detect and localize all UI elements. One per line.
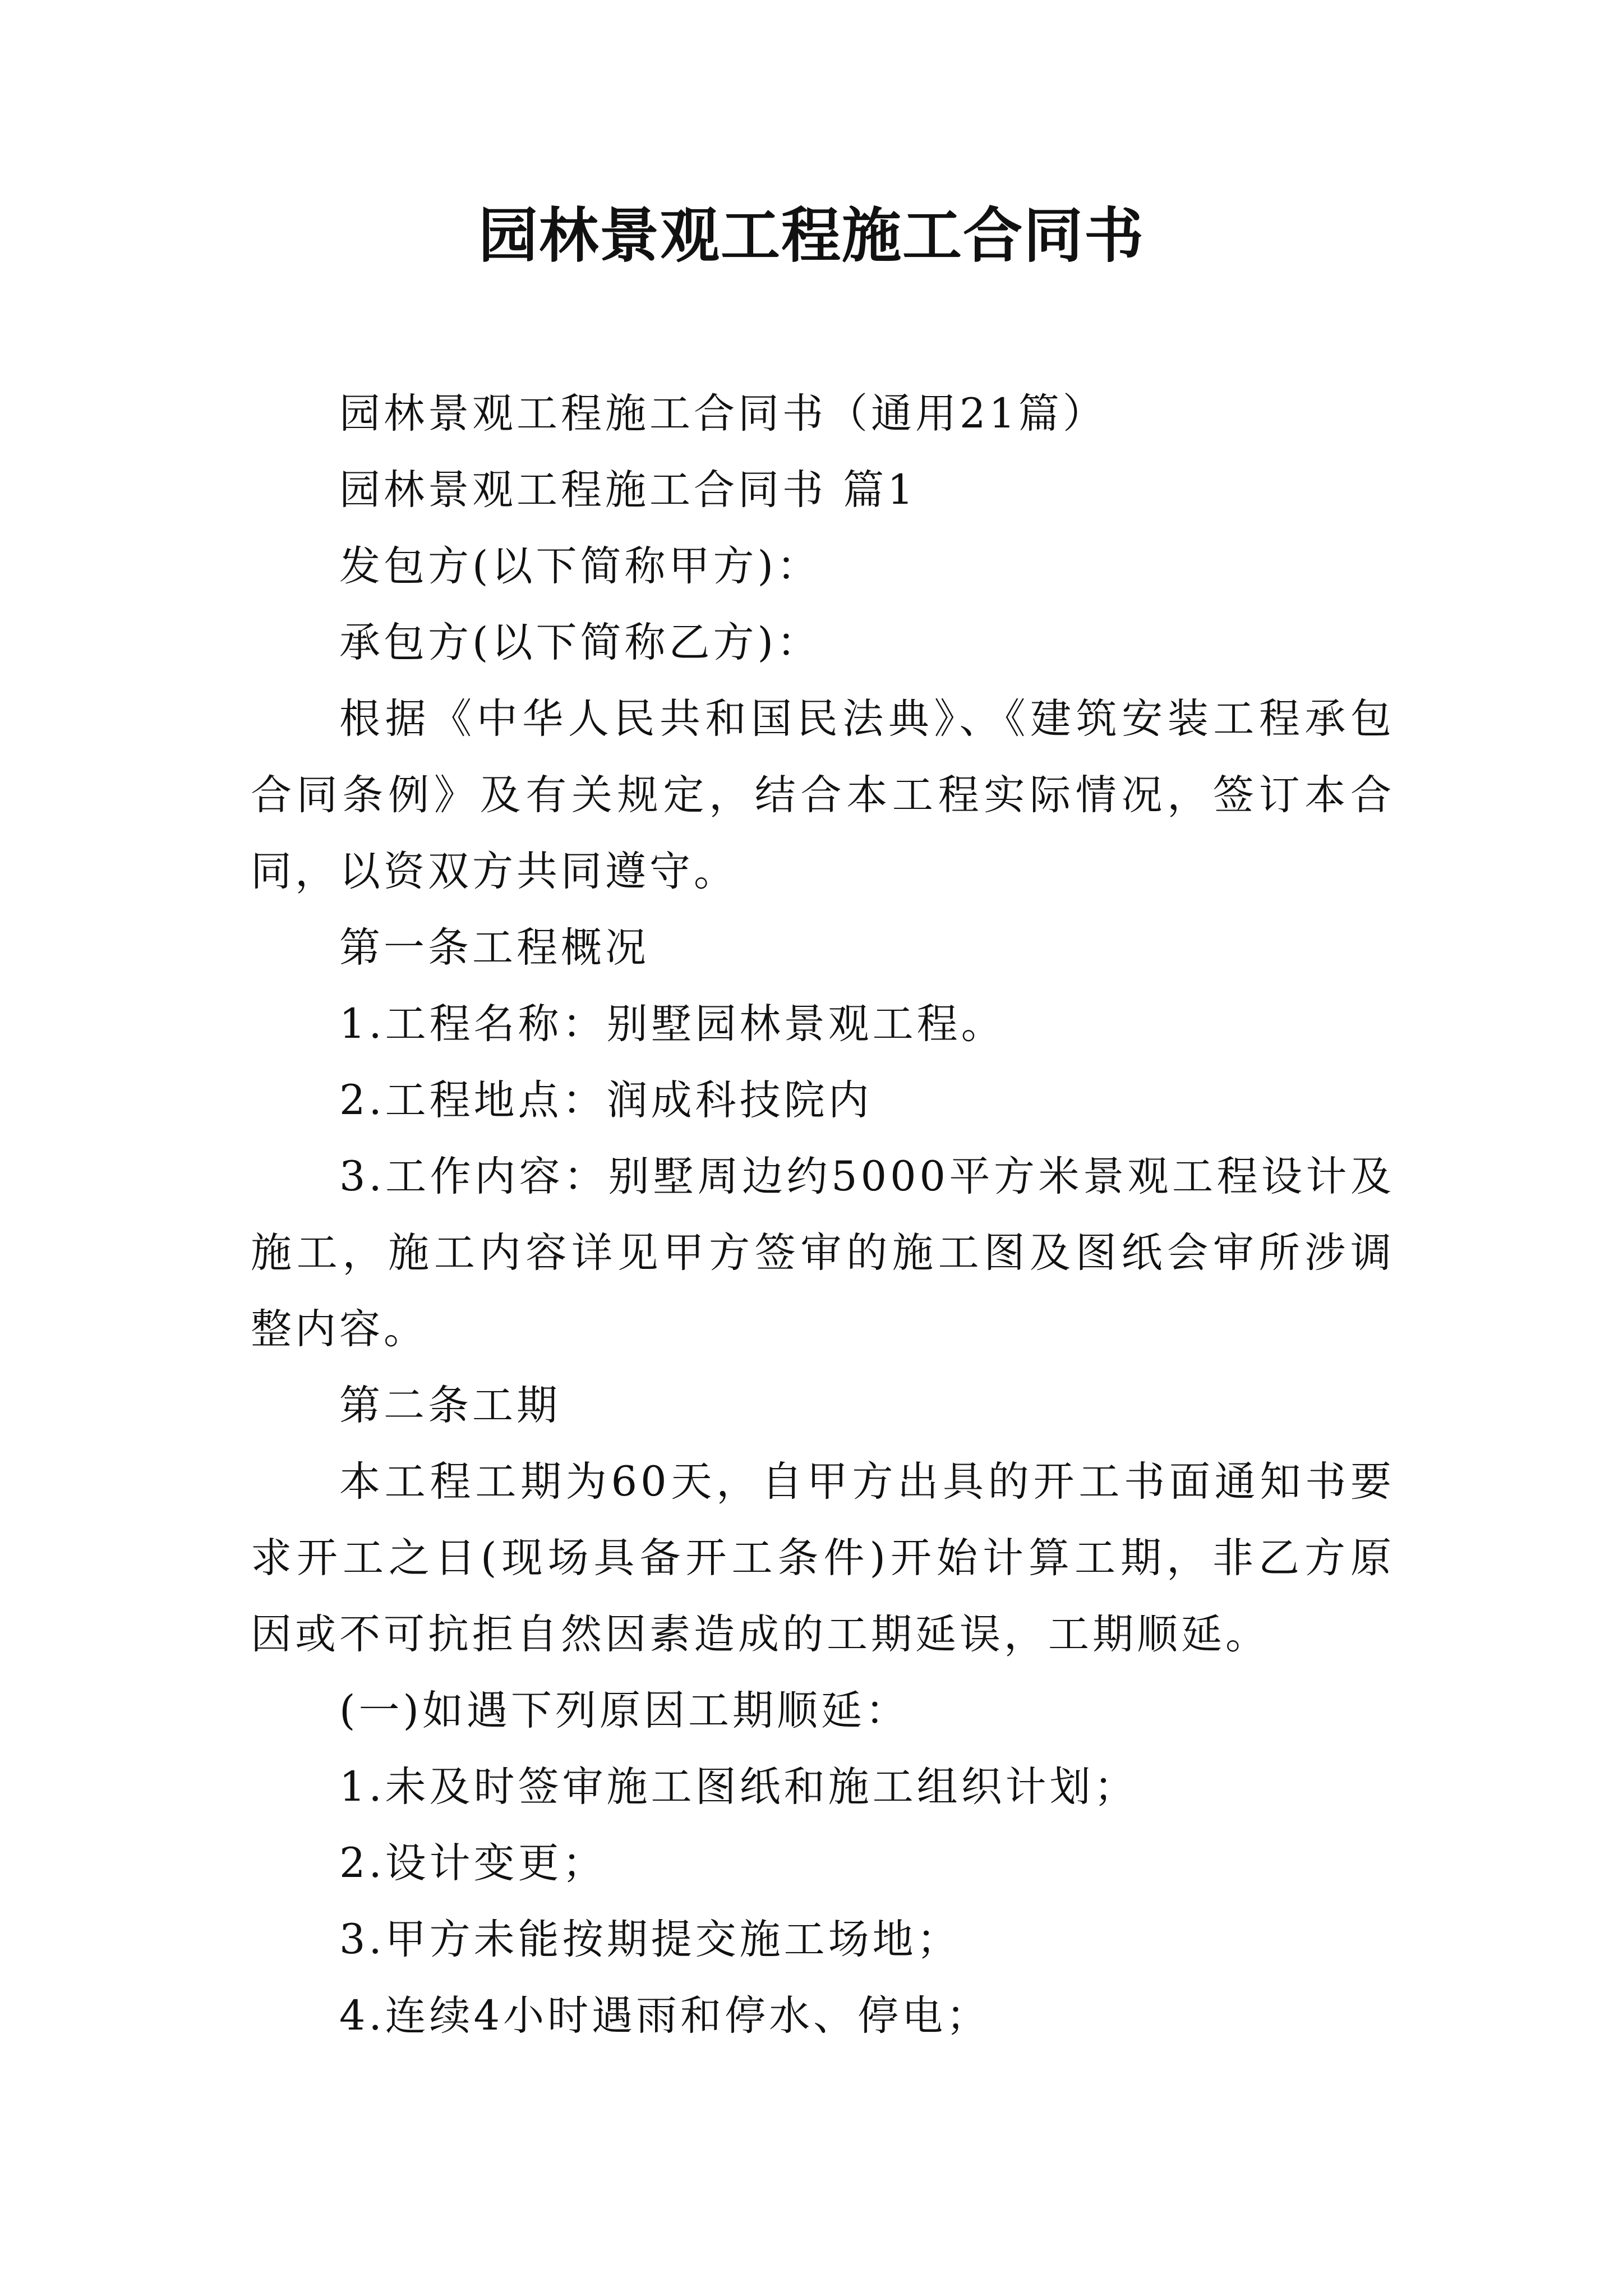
paragraph-delay-reason-2: 2.设计变更； — [339, 1839, 607, 1887]
paragraph-section-heading: 园林景观工程施工合同书 篇1 — [339, 466, 917, 514]
paragraph-legal-basis: 根据《中华人民共和国民法典》、《建筑安装工程承包合同条例》及有关规定，结合本工程实际情况，签订本合同，以资双方共同遵守。 — [251, 695, 1395, 895]
paragraph-subtitle: 园林景观工程施工合同书（通用21篇） — [339, 390, 1107, 438]
paragraph-project-location: 2.工程地点：润成科技院内 — [339, 1076, 873, 1124]
paragraph-schedule: 本工程工期为60天，自甲方出具的开工书面通知书要求开工之日(现场具备开工条件)开始计算工期，非乙方原因或不可抗拒自然因素造成的工期延误，工期顺延。 — [251, 1458, 1395, 1658]
paragraph-article-1-heading: 第一条工程概况 — [339, 924, 649, 972]
paragraph-article-2-heading: 第二条工期 — [339, 1382, 561, 1429]
paragraph-delay-reasons-heading: (一)如遇下列原因工期顺延： — [339, 1687, 910, 1734]
document-body — [251, 376, 1395, 2054]
paragraph-party-a: 发包方(以下简称甲方)： — [339, 542, 821, 590]
paragraph-work-content: 3.工作内容：别墅周边约5000平方米景观工程设计及施工，施工内容详见甲方签审的施工图及图纸会审所涉调整内容。 — [251, 1153, 1395, 1353]
paragraph-delay-reason-3: 3.甲方未能按期提交施工场地； — [339, 1916, 961, 1963]
document-title: 园林景观工程施工合同书 — [478, 200, 1145, 270]
paragraph-delay-reason-1: 1.未及时签审施工图纸和施工组织计划； — [339, 1763, 1138, 1811]
paragraph-party-b: 承包方(以下简称乙方)： — [339, 619, 821, 666]
paragraph-project-name: 1.工程名称：别墅园林景观工程。 — [339, 1000, 1006, 1048]
paragraph-delay-reason-4: 4.连续4小时遇雨和停水、停电； — [339, 1992, 991, 2040]
